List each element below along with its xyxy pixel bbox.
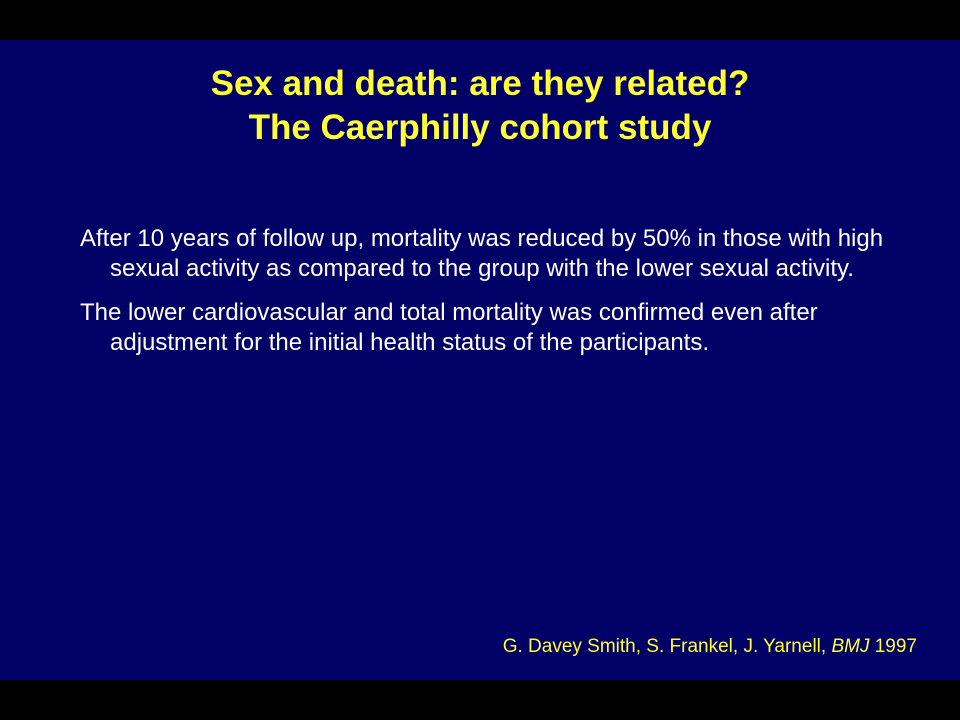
citation-year: 1997 — [869, 636, 917, 657]
citation-authors: G. Davey Smith, S. Frankel, J. Yarnell, — [502, 636, 832, 657]
presentation-slide — [0, 40, 960, 680]
slide-title-line-1: Sex and death: are they related? — [210, 64, 750, 103]
slide-title-line-2: The Caerphilly cohort study — [248, 108, 712, 147]
bullet-point: The lower cardiovascular and total mortality was confirmed even after adjustment for the initial health status of the participants. — [80, 299, 818, 356]
bullet-point: After 10 years of follow up, mortality was reduced by 50% in those with high sexual activity as compared to the group with the lower sexual activity. — [80, 225, 884, 282]
citation-journal: BMJ — [831, 636, 870, 657]
slide-title — [0, 62, 960, 150]
slide-body — [80, 224, 910, 372]
citation — [503, 635, 917, 659]
